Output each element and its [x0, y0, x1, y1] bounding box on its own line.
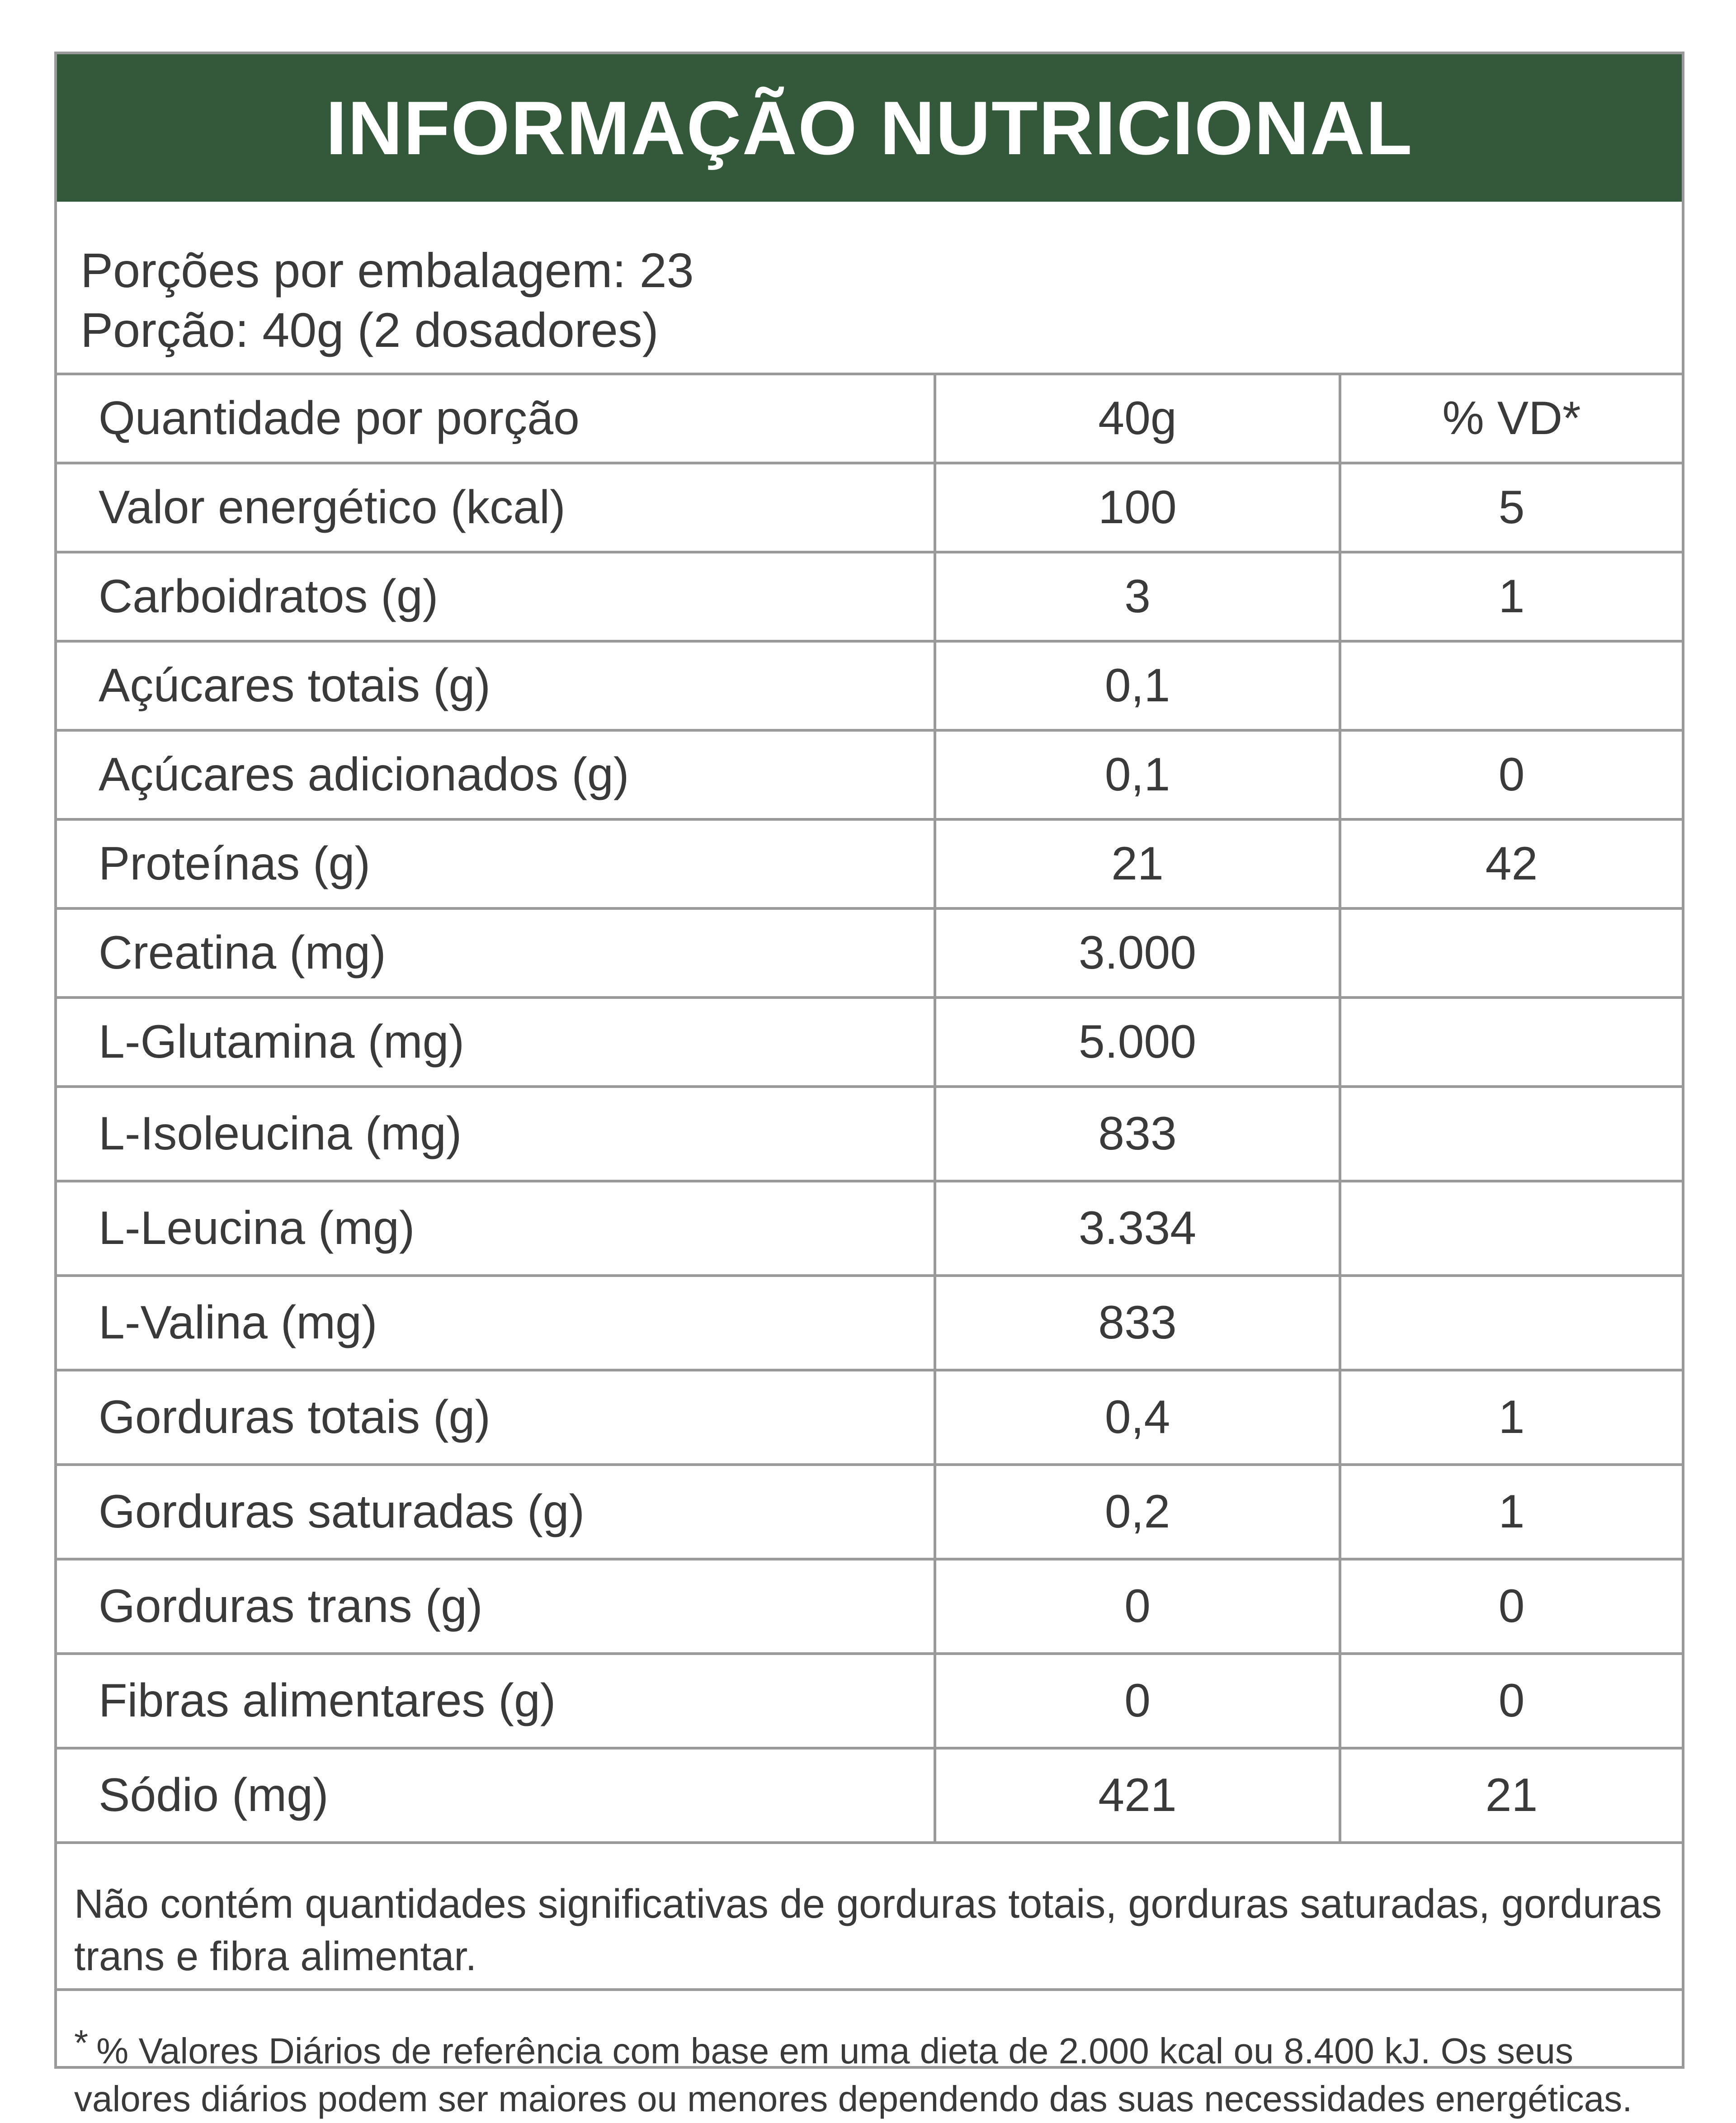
nutrient-name: L-Isoleucina (mg) [57, 1087, 935, 1181]
nutrient-amount: 3.334 [935, 1181, 1340, 1276]
page-title: INFORMAÇÃO NUTRICIONAL [326, 85, 1413, 170]
nutrient-name: Gorduras totais (g) [57, 1370, 935, 1465]
nutrient-name: Sódio (mg) [57, 1748, 935, 1843]
nutrient-name: Valor energético (kcal) [57, 463, 935, 552]
nutrient-name: Carboidratos (g) [57, 552, 935, 641]
footnote-text: % Valores Diários de referência com base em uma dieta de 2.000 kcal ou 8.400 kJ. Os seus valores diários podem ser maiores ou menores dependendo das suas necessidades energéticas. [74, 2031, 1632, 2119]
table-row [57, 819, 1682, 908]
nutrient-name: Gorduras trans (g) [57, 1559, 935, 1654]
table-header-row [57, 375, 1682, 463]
title-bar [57, 54, 1682, 202]
nutrition-table [57, 375, 1682, 1844]
nutrient-vd [1340, 1181, 1682, 1276]
nutrient-name: Açúcares totais (g) [57, 641, 935, 730]
table-row [57, 1276, 1682, 1370]
table-row [57, 1370, 1682, 1465]
nutrient-vd [1340, 1276, 1682, 1370]
nutrient-name: L-Valina (mg) [57, 1276, 935, 1370]
nutrient-name: L-Leucina (mg) [57, 1181, 935, 1276]
table-row [57, 1654, 1682, 1748]
header-vd: % VD* [1340, 375, 1682, 463]
table-row [57, 1181, 1682, 1276]
nutrition-facts-panel [54, 52, 1684, 2119]
nutrient-vd [1340, 998, 1682, 1087]
nutrient-vd: 0 [1340, 1559, 1682, 1654]
nutrient-amount: 0 [935, 1654, 1340, 1748]
nutrient-amount: 0,1 [935, 641, 1340, 730]
nutrient-amount: 833 [935, 1087, 1340, 1181]
nutrient-vd: 42 [1340, 819, 1682, 908]
footnote-marker: * [74, 2023, 89, 2063]
nutrient-amount: 0,1 [935, 730, 1340, 819]
nutrient-name: Açúcares adicionados (g) [57, 730, 935, 819]
nutrient-amount: 833 [935, 1276, 1340, 1370]
nutrient-vd [1340, 1087, 1682, 1181]
insignificant-amounts-note: Não contém quantidades significativas de gorduras totais, gorduras saturadas, gorduras trans e fibra alimentar. [57, 1860, 1682, 1991]
table-row [57, 1748, 1682, 1843]
nutrient-name: Fibras alimentares (g) [57, 1654, 935, 1748]
nutrient-vd: 21 [1340, 1748, 1682, 1843]
nutrient-amount: 0 [935, 1559, 1340, 1654]
header-amount: 40g [935, 375, 1340, 463]
servings-per-package: Porções por embalagem: 23 [80, 243, 694, 298]
daily-values-footnote [57, 1991, 1682, 2123]
table-row [57, 463, 1682, 552]
table-row [57, 1559, 1682, 1654]
nutrient-name: Gorduras saturadas (g) [57, 1465, 935, 1559]
nutrient-vd: 0 [1340, 1654, 1682, 1748]
nutrient-amount: 0,2 [935, 1465, 1340, 1559]
table-row [57, 1087, 1682, 1181]
header-name: Quantidade por porção [57, 375, 935, 463]
table-row [57, 1465, 1682, 1559]
table-row [57, 730, 1682, 819]
nutrient-vd: 1 [1340, 552, 1682, 641]
nutrient-amount: 421 [935, 1748, 1340, 1843]
table-row [57, 998, 1682, 1087]
table-row [57, 908, 1682, 998]
nutrient-vd: 5 [1340, 463, 1682, 552]
nutrient-vd: 0 [1340, 730, 1682, 819]
nutrient-name: Proteínas (g) [57, 819, 935, 908]
nutrient-amount: 3 [935, 552, 1340, 641]
nutrient-vd: 1 [1340, 1370, 1682, 1465]
nutrient-vd [1340, 908, 1682, 998]
serving-info [57, 202, 1682, 375]
nutrient-vd: 1 [1340, 1465, 1682, 1559]
nutrient-amount: 3.000 [935, 908, 1340, 998]
table-row [57, 552, 1682, 641]
serving-size: Porção: 40g (2 dosadores) [80, 303, 659, 357]
nutrient-amount: 5.000 [935, 998, 1340, 1087]
nutrient-amount: 0,4 [935, 1370, 1340, 1465]
nutrient-amount: 100 [935, 463, 1340, 552]
table-row [57, 641, 1682, 730]
nutrient-name: L-Glutamina (mg) [57, 998, 935, 1087]
nutrient-vd [1340, 641, 1682, 730]
nutrient-name: Creatina (mg) [57, 908, 935, 998]
nutrient-amount: 21 [935, 819, 1340, 908]
